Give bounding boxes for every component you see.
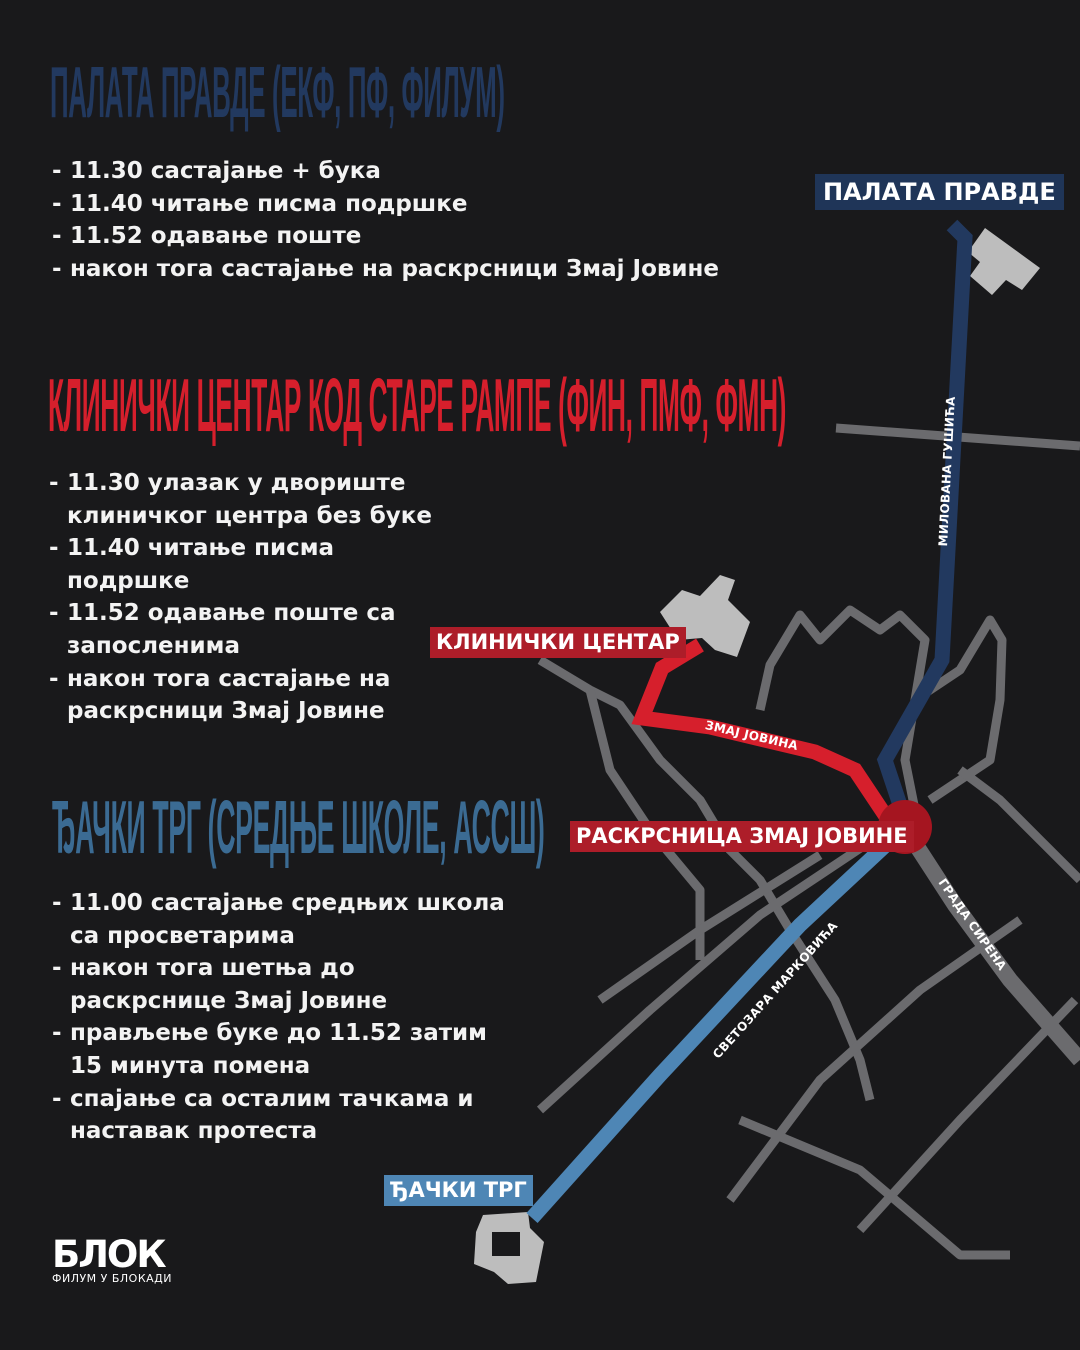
list-item: - након тога састајање на раскрсници Змај Јовине bbox=[52, 253, 772, 286]
section-palata-title: ПАЛАТА ПРАВДЕ (ЕКФ, ПФ, ФИЛУМ) bbox=[50, 53, 505, 133]
street-label-zmaj-jovina: ЗМАЈ ЈОВИНА bbox=[703, 718, 800, 753]
section-djacki-title: ЂАЧКИ ТРГ (СРЕДЊЕ ШКОЛЕ, АССШ) bbox=[52, 785, 545, 869]
list-item: - 11.40 читање писма подршке bbox=[52, 188, 772, 221]
list-item: - након тога шетња до раскрснице Змај Јовине bbox=[52, 952, 512, 1017]
list-item: - 11.30 састајање + бука bbox=[52, 155, 772, 188]
street-label-svetozara-markovica: СВЕТОЗАРА МАРКОВИЋА bbox=[710, 918, 841, 1062]
list-item: - спајање са осталим тачкама и наставак протеста bbox=[52, 1083, 512, 1148]
list-item: - 11.00 састајање средњих школа са просветарима bbox=[52, 887, 512, 952]
section-palata-list bbox=[52, 155, 772, 285]
section-djacki-list bbox=[52, 887, 512, 1148]
list-item: - прављење буке до 11.52 затим 15 минута помена bbox=[52, 1017, 512, 1082]
street-label-milovana-gusica: МИЛОВАНА ГУШИЋА bbox=[936, 396, 958, 547]
street-ridge bbox=[760, 610, 925, 810]
map-label-meeting-point: РАСКРСНИЦА ЗМАЈ ЈОВИНЕ bbox=[570, 821, 914, 852]
section-klinicki-title: КЛИНИЧКИ ЦЕНТАР КОД СТАРЕ РАМПЕ (ФИН, ПМФ, ФМН) bbox=[48, 363, 787, 447]
list-item: - 11.30 улазак у двориште клиничког центра без буке bbox=[49, 467, 449, 532]
route-palata-pravde bbox=[885, 225, 965, 820]
street-label-grada-sirena: ГРАДА СИРЕНА bbox=[935, 876, 1010, 974]
section-klinicki-list bbox=[49, 467, 449, 728]
palata-pravde-building bbox=[968, 228, 1040, 295]
list-item: - 11.40 читање писма подршке bbox=[49, 532, 449, 597]
map-label-klinicki-centar: КЛИНИЧКИ ЦЕНТАР bbox=[430, 627, 686, 658]
street-diag-e bbox=[740, 1120, 1010, 1255]
logo-wordmark: БЛОК bbox=[52, 1233, 165, 1276]
map-label-palata-pravde: ПАЛАТА ПРАВДЕ bbox=[815, 174, 1064, 210]
list-item: - након тога састајање на раскрсници Змај Јовине bbox=[49, 663, 449, 728]
djacki-trg-building bbox=[474, 1212, 544, 1284]
street-far-right bbox=[960, 770, 1080, 880]
list-item: - 11.52 одавање поште bbox=[52, 220, 772, 253]
map-label-djacki-trg: ЂАЧКИ ТРГ bbox=[384, 1175, 533, 1206]
blok-logo bbox=[52, 1233, 172, 1285]
list-item: - 11.52 одавање поште са запосленима bbox=[49, 597, 449, 662]
logo-tagline: ФИЛУМ У БЛОКАДИ bbox=[52, 1272, 172, 1285]
